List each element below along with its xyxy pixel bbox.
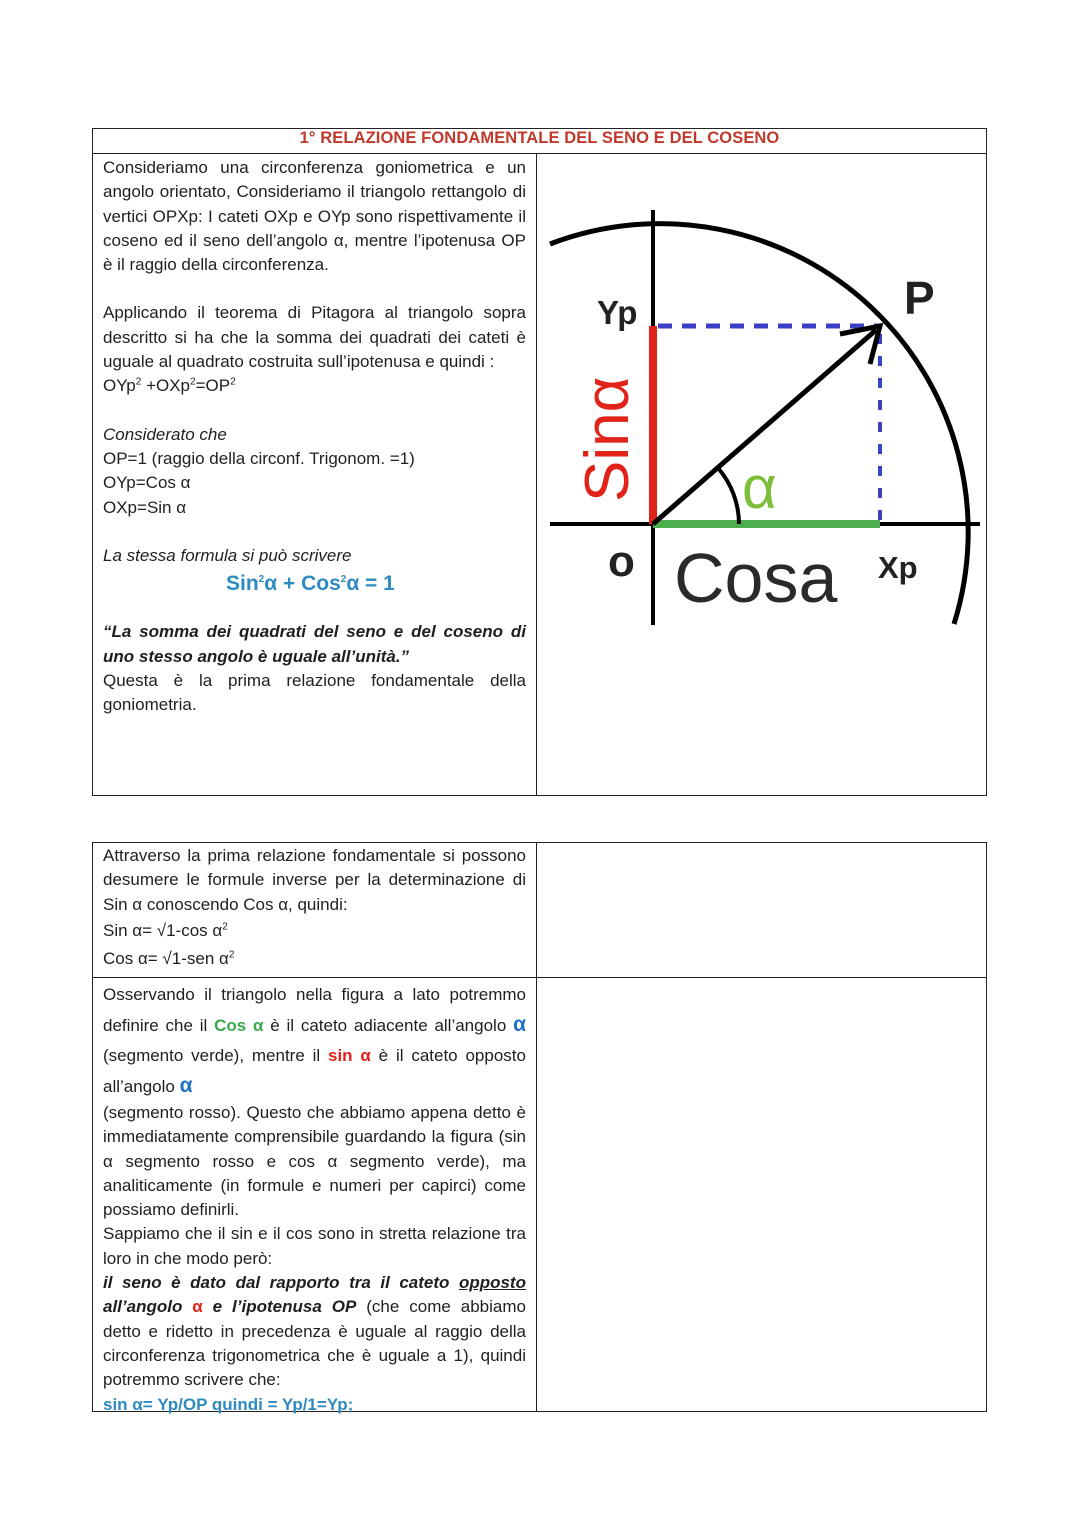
sine-final-formula: sin α= Yp/OP quindi = Yp/1=Yp;	[103, 1394, 354, 1414]
alpha-symbol: α	[513, 1013, 526, 1036]
sin-alpha-term: sin α	[328, 1046, 371, 1065]
oxp-line: OXp=Sin α	[103, 497, 187, 517]
inverse-intro: Attraverso la prima relazione fondamentale si possono desumere le formule inverse per la determinazione di Sin α conoscendo Cos α, quindi:	[103, 846, 526, 914]
sin-label: Sinα	[573, 376, 642, 502]
sine-definition: il seno è dato dal rapporto tra il cateto opposto all’angolo α e l’ipotenusa OP (che come abbiamo detto e ridetto in precedenza è uguale al raggio della circonferenza trigonometrica che è uguale a 1), quindi potremmo scrivere che:	[103, 1273, 526, 1390]
p-label: P	[904, 272, 935, 324]
alpha-arc	[718, 468, 739, 524]
quote-text: “La somma dei quadrati del seno e del coseno di uno stesso angolo è uguale all’unità.”	[103, 622, 526, 666]
considered-heading: Considerato che	[103, 424, 227, 444]
sin-inverse-formula: Sin α= √1-cos $\alpha^2$	[103, 920, 228, 940]
table2-row-divider	[92, 977, 987, 978]
inverse-formulas-cell	[103, 844, 526, 971]
relation-paragraph: Sappiamo che il sin e il cos sono in stretta relazione tra loro in che modo però:	[103, 1224, 526, 1268]
table-header-divider	[92, 153, 987, 154]
observation-cell	[103, 980, 526, 1417]
oyp-line: OYp=Cos α	[103, 473, 191, 493]
cos-inverse-formula: Cos α= √1-sen $\alpha^2$	[103, 949, 235, 969]
opposto-word: opposto	[458, 1273, 526, 1293]
pythagoras-paragraph: Applicando il teorema di Pitagora al triangolo sopra descritto si ha che la somma dei quadrati dei cateti è uguale al quadrato costruita sull’ipotenusa e quindi :	[103, 303, 526, 372]
table2-column-divider	[536, 842, 537, 1412]
unit-circle-figure	[540, 210, 985, 630]
page-title: 1° RELAZIONE FONDAMENTALE DEL SENO E DEL COSENO	[299, 129, 780, 147]
yp-label: Yp	[597, 294, 638, 331]
op-line: OP=1 (raggio della circonf. Trigonom. =1)	[103, 448, 415, 468]
same-formula-text: La stessa formula si può scrivere	[103, 545, 352, 565]
cos-label: Cosa	[674, 539, 838, 617]
alpha-symbol: α	[179, 1074, 193, 1097]
o-label: o	[608, 537, 635, 586]
observation-paragraph-continued: (segmento rosso). Questo che abbiamo appena detto è immediatamente comprensibile guardando la figura (sin α segmento rosso e cos α segmento verde), ma analiticamente (in formule e numeri per capirci) come possiamo definirli.	[103, 1103, 526, 1220]
alpha-symbol-red: α	[192, 1297, 203, 1317]
intro-paragraph: Consideriamo una circonferenza goniometrica e un angolo orientato, Consideriamo il triangolo rettangolo di vertici OPXp: I cateti OXp e OYp sono rispettivamente il coseno ed il seno dell’angolo α, mentre l’ipotenusa OP è il raggio della circonferenza.	[103, 158, 526, 275]
conclusion-text: Questa è la prima relazione fondamentale della goniometria.	[103, 671, 526, 715]
alpha-label: α	[742, 454, 777, 521]
observation-paragraph: Osservando il triangolo nella figura a lato potremmo definire che il Cos α è il cateto adiacente all’angolo α (segmento verde), mentre il sin α è il cateto opposto all’angolo α	[103, 985, 526, 1097]
cos-alpha-term: Cos α	[214, 1016, 264, 1035]
table-column-divider	[536, 153, 537, 796]
fundamental-formula: Sin$^2$α + Cos$^2$α = 1	[226, 572, 395, 596]
xp-label: Xp	[878, 550, 918, 585]
left-text-cell	[103, 156, 526, 718]
pythagoras-equation: $OYp^2 +OXp^2=OP^2$	[103, 376, 236, 396]
